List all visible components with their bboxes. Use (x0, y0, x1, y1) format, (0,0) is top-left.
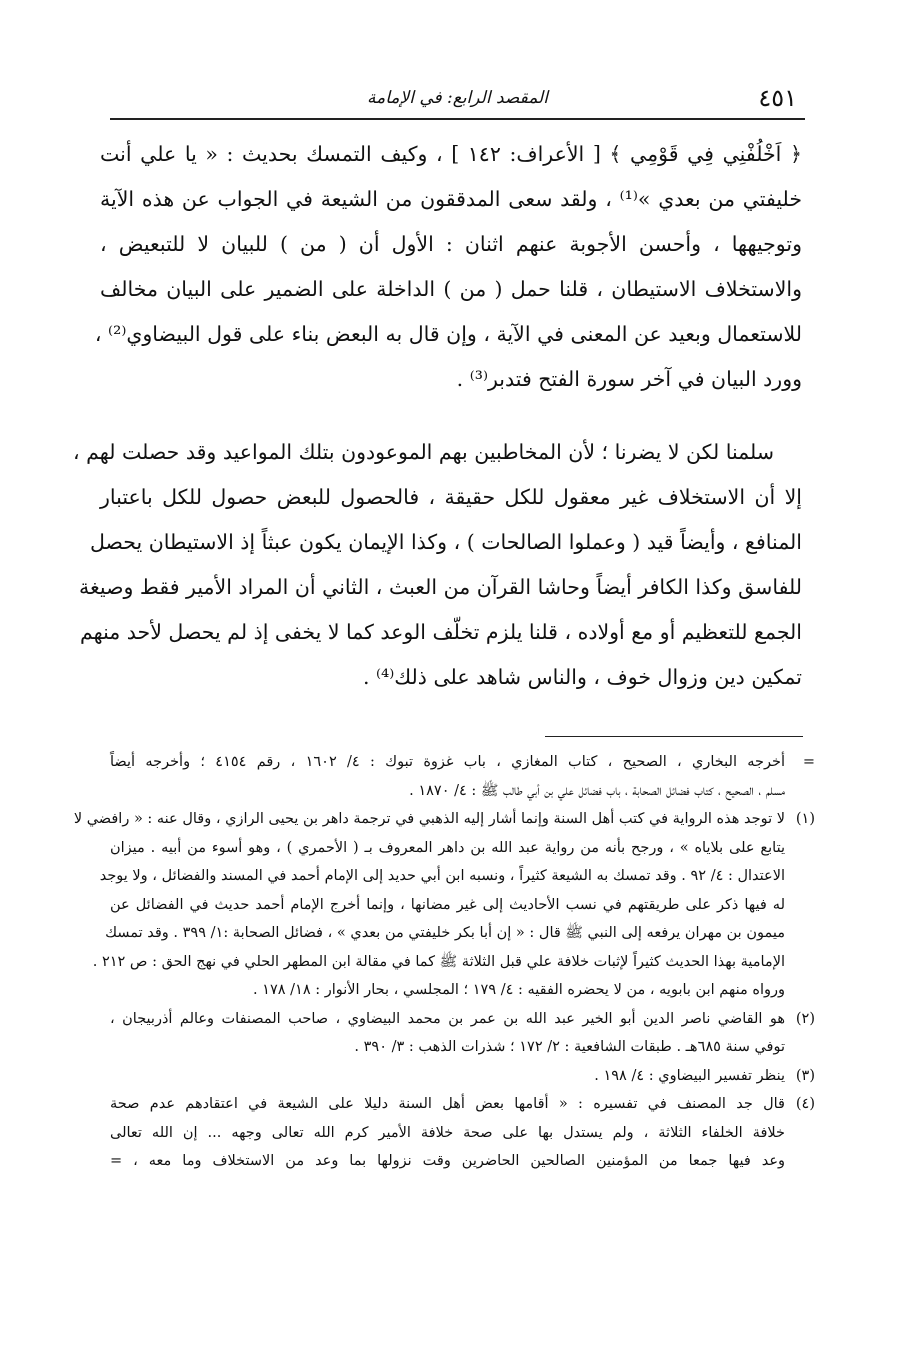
footnote-text: ينظر تفسير البيضاوي : ٤/ ١٩٨ . (594, 1067, 785, 1084)
footnote-number: (٤) (795, 1096, 815, 1112)
text-line: خليفتي من بعدي »⁽¹⁾ ، ولقد سعى المدققون من الشيعة في الجواب عن هذه الآية (100, 187, 803, 211)
page-number: ٤٥١ (758, 84, 797, 112)
text-line: المنافع ، وأيضاً قيد ( وعملوا الصالحات ) ، وكذا الإيمان يكون عبثاً إذ الاستيطان يحصل (89, 530, 802, 554)
footnotes (73, 748, 815, 1176)
footnote-line (110, 1005, 815, 1034)
text-line: وتوجيهها ، وأحسن الأجوبة عنهم اثنان : الأول أن ( من ) للبيان لا للتبعيض ، (100, 232, 802, 256)
text-line: وورد البيان في آخر سورة الفتح فتدبر⁽³⁾ . (456, 367, 802, 391)
footnote-number: (٢) (795, 1010, 815, 1027)
footnote-line: خلافة الخلفاء الثلاثة ، ولم يستدل بها على صحة خلافة الأمير كرم الله تعالى وجهه ... إن الله تعالى (110, 1124, 785, 1141)
footnote-separator (545, 736, 803, 737)
footnote-line: له فيها ذكر على طريقتهم في نسب الأحاديث إلى غير مضانها ، وإنما أخرج الإمام أحمد حديث في الفضائل عن (110, 896, 785, 913)
footnote-line: ميمون بن مهران يرفعه إلى النبي ﷺ قال : « إن أبا بكر خليفتي من بعدي » ، فضائل الصحابة :١/ ٣٩٩ . وقد تمسك (105, 925, 785, 941)
text-line: سلمنا لكن لا يضرنا ؛ لأن المخاطبين بهم الموعودون بتلك المواعيد وقد حصلت لهم ، (73, 440, 774, 464)
footnote-text: قال جد المصنف في تفسيره : « أقامها بعض أهل السنة دليلا على الشيعة في اعتقادهم عدم صحة (110, 1096, 785, 1112)
text-line: تمكين دين وزوال خوف ، والناس شاهد على ذلك⁽⁴⁾ . (362, 665, 802, 689)
footnote-number: (١) (795, 811, 815, 827)
footnote-text: لا توجد هذه الرواية في كتب أهل السنة وإنما أشار إليه الذهبي في ترجمة داهر بن يحيى الرازي ، وقال عنه : « رافضي لا (73, 811, 785, 827)
footnote-1 (73, 805, 815, 1005)
footnote-3 (110, 1062, 815, 1091)
footnote-line (110, 1090, 815, 1119)
footnote-line (73, 805, 815, 834)
footnote-line: ورواه منهم ابن بابويه ، من لا يحضره الفقيه : ٤/ ١٧٩ ؛ المجلسي ، بحار الأنوار : ١٨/ ١٧٨ . (252, 982, 785, 998)
paragraph-1 (94, 132, 803, 402)
footnote-number: = (802, 754, 815, 770)
running-title: المقصد الرابع: في الإمامة (367, 88, 548, 108)
text-line: إلا أن الاستخلاف غير معقول للكل حقيقة ، فالحصول للبعض حصول للكل باعتبار (100, 485, 802, 509)
text-line: للفاسق وكذا الكافر أيضاً وحاشا القرآن من العبث ، الثاني أن المراد الأمير فقط وصيغة (79, 575, 802, 599)
paragraph-2 (73, 430, 802, 700)
footnote-number: (٣) (795, 1067, 815, 1084)
text-line: للاستعمال وبعيد عن المعنى في الآية ، وإن قال به البعض بناء على قول البيضاوي⁽²⁾ ، (94, 322, 802, 346)
main-text (73, 132, 803, 700)
footnote-line: مسلم ، الصحيح ، كتاب فضائل الصحابة ، باب فضائل علي بن أبي طالب ﷺ : ٤/ ١٨٧٠ . (409, 782, 785, 799)
text-line: والاستخلاف الاستيطان ، قلنا حمل ( من ) الداخلة على الضمير على البيان مخالف (100, 277, 802, 301)
footnote-text: هو القاضي ناصر الدين أبو الخير عبد الله بن عمر بن محمد البيضاوي ، صاحب المصنفات وعالم أذربيجان ، (110, 1010, 785, 1027)
footnote-2 (110, 1005, 815, 1062)
footnote-line (110, 748, 815, 777)
footnote-line (110, 1062, 815, 1091)
footnote-line: الإمامية بهذا الحديث كثيراً لإثبات خلافة علي قبل الثلاثة ﷺ كما في مقالة ابن المطهر الحلي في نهج الحق : ص ٢١٢ . (92, 953, 785, 970)
footnote-text: أخرجه البخاري ، الصحيح ، كتاب المغازي ، باب غزوة تبوك : ٤/ ١٦٠٢ ، رقم ٤١٥٤ ؛ وأخرجه أيضاً (110, 754, 786, 770)
footnote-4 (110, 1090, 815, 1176)
footnote-line: توفي سنة ٦٨٥هـ . طبقات الشافعية : ٢/ ١٧٢ ؛ شذرات الذهب : ٣/ ٣٩٠ . (354, 1039, 785, 1055)
text-line: ﴿ اَخْلُفْنِي فِي قَوْمِي ﴾ [ الأعراف: ١٤٢ ] ، وكيف التمسك بحديث : « يا علي أنت (100, 142, 802, 166)
page-header (110, 82, 805, 120)
footnote-line: وعد فيها جمعا من المؤمنين الصالحين الحاضرين وقت نزولها بما وعد من الاستخلاف وما معه ، = (110, 1153, 785, 1169)
footnote-line: الاعتدال : ٤/ ٩٢ . وقد تمسك به الشيعة كثيراً ، ونسبه ابن أبي حديد إلى الإمام أحمد في المسند والفضائل ، ولا يوجد (99, 868, 785, 884)
text-line: الجمع للتعظيم أو مع أولاده ، قلنا يلزم تخلّف الوعد كما لا يخفى إذ لم يحصل لأحد منهم (80, 620, 802, 644)
footnote-line: يتابع على بلاياه » ، ورجح بأنه من رواية عبد الله بن داهر المعروف بـ ( الأحمري ) ، وهو أسوء من أبيه . ميزان (110, 839, 785, 856)
footnote-continued (110, 748, 815, 805)
